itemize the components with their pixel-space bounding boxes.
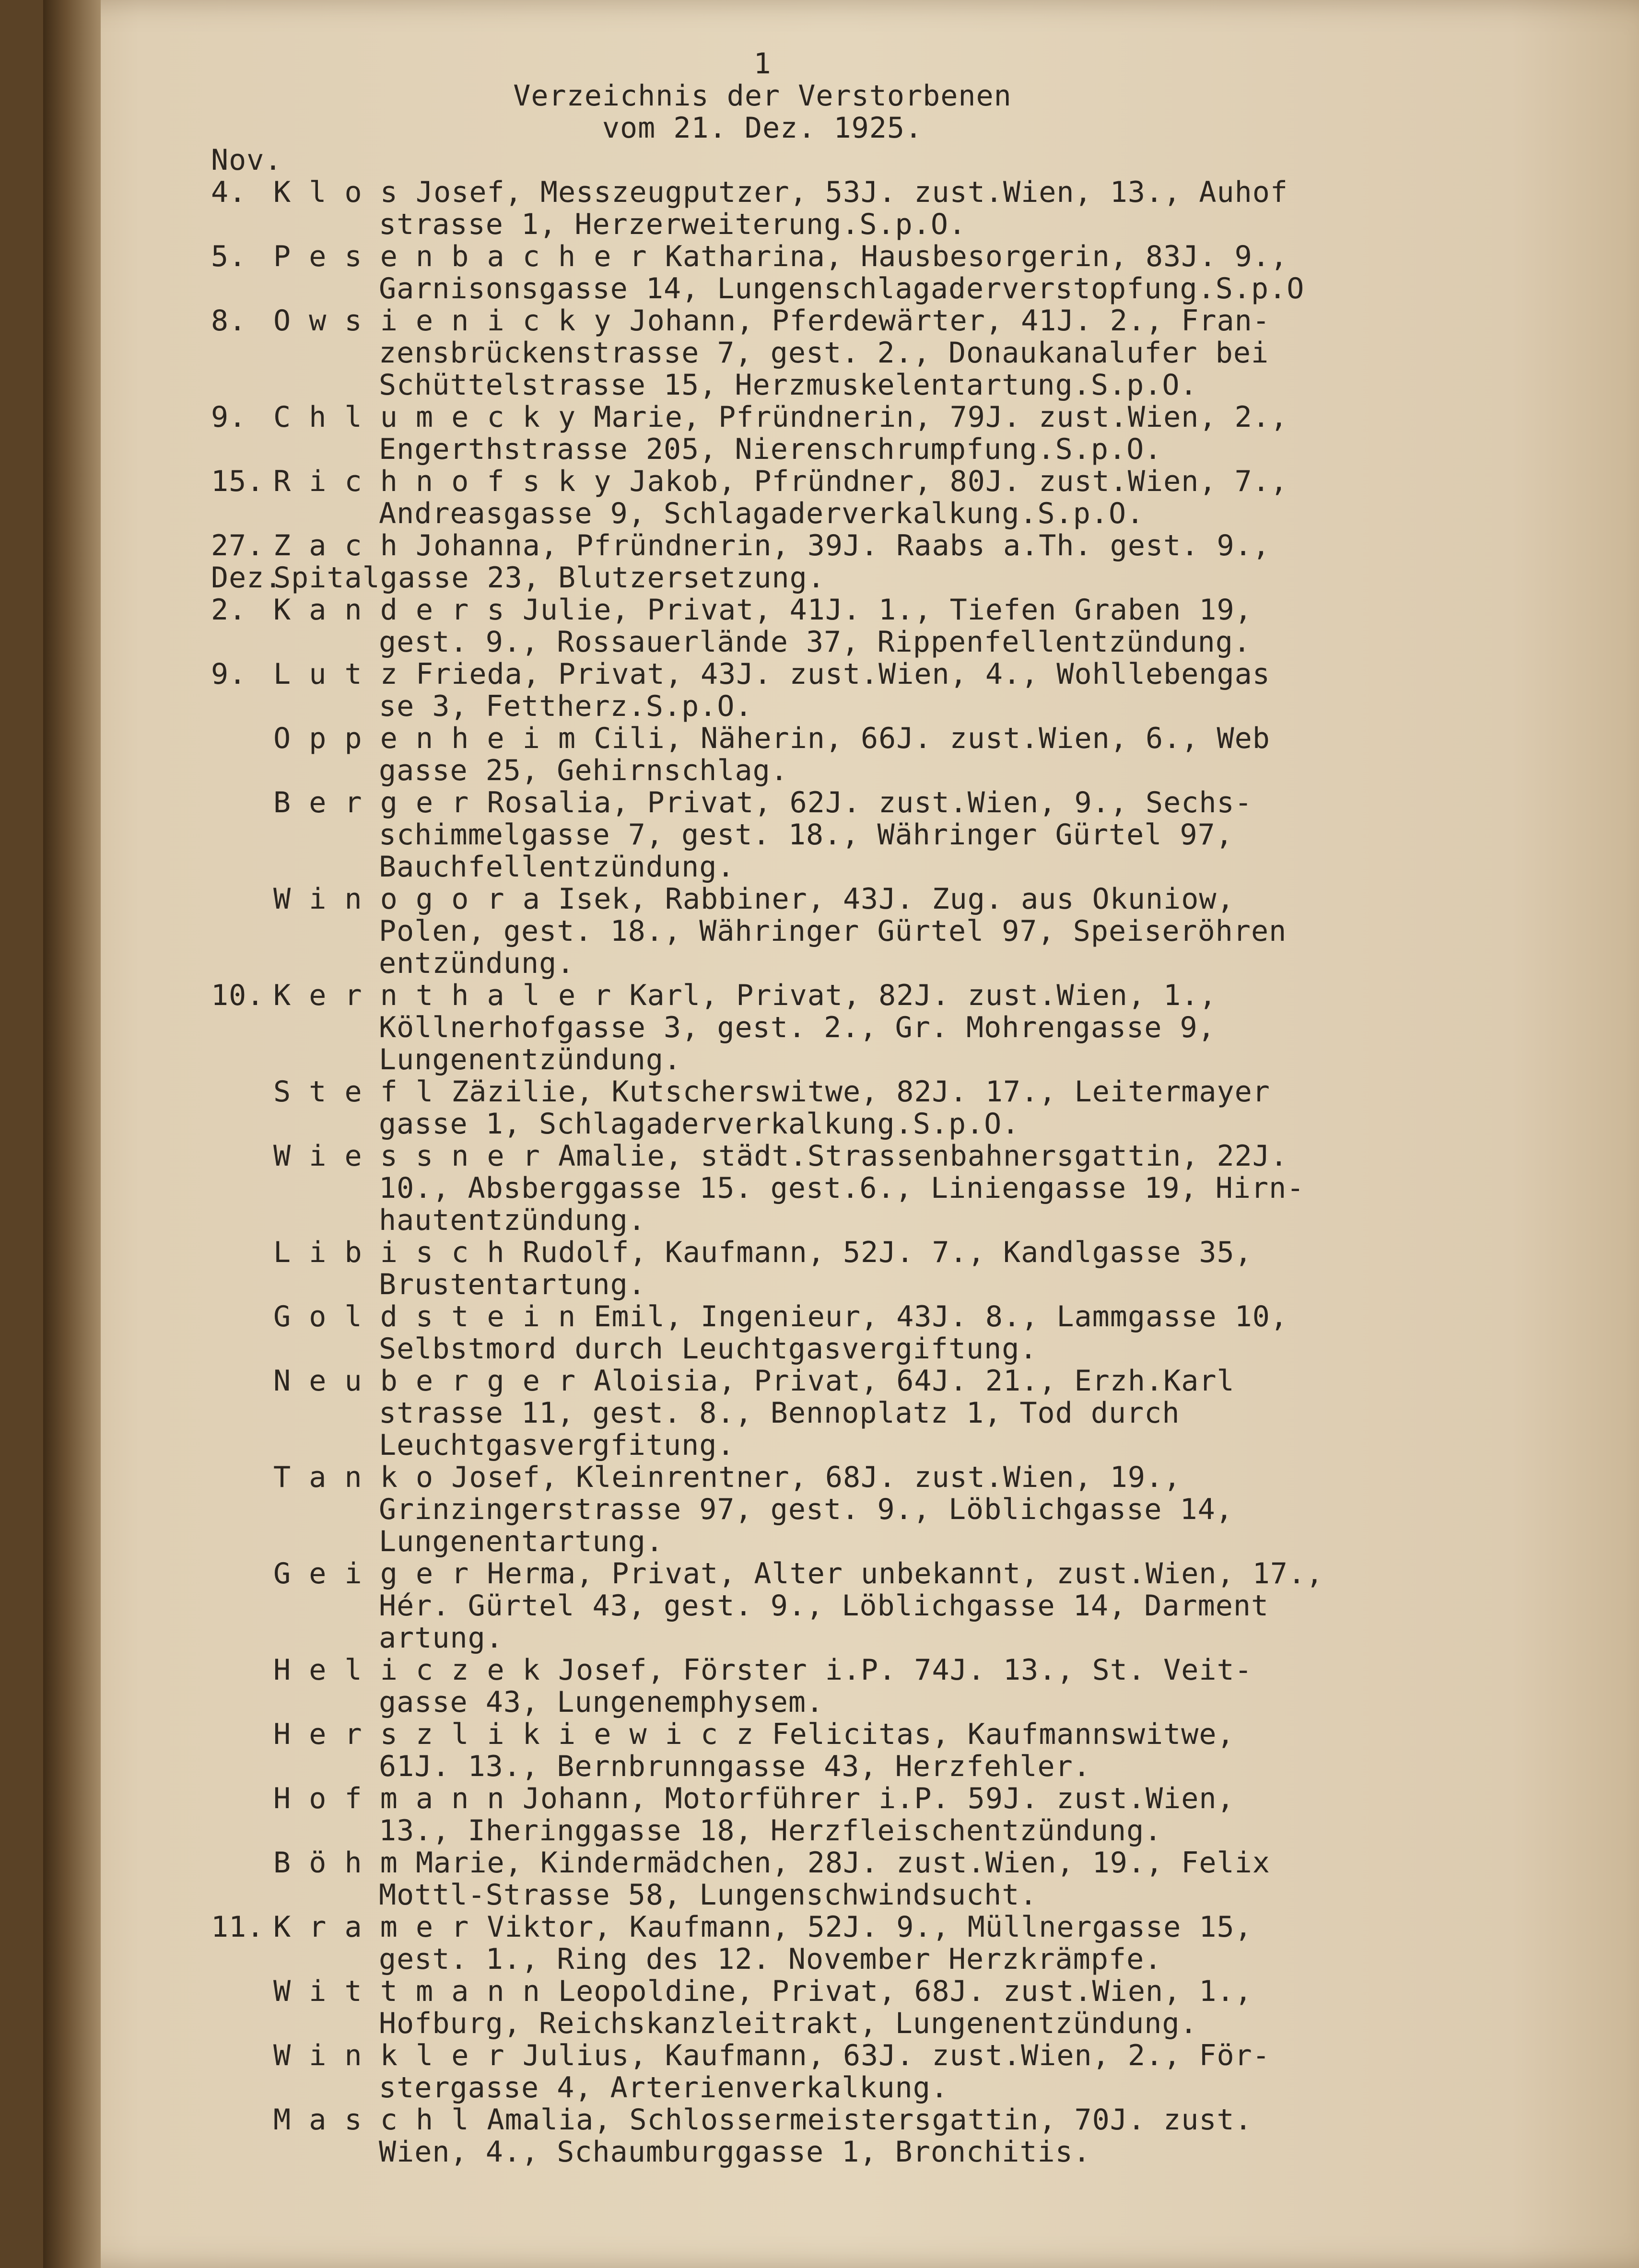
entry-continuation-line: strasse 11, gest. 8., Bennoplatz 1, Tod durch [379,1396,1180,1430]
entry-continuation-line: Hér. Gürtel 43, gest. 9., Löblichgasse 14, Darment [379,1589,1269,1623]
entry-row [211,1847,1458,1911]
entry-text [273,1365,1458,1461]
entry-row [211,401,1458,466]
entry-text [273,241,1458,305]
entry-text [273,1140,1458,1237]
entry-text [273,1719,1458,1783]
entry-continuation-line: zensbrückenstrasse 7, gest. 2., Donaukanalufer bei [379,336,1269,370]
entry-row [211,658,1458,723]
entry-row [211,1911,1458,1976]
entry-text [273,787,1458,883]
entry-first-line: T a n k o Josef, Kleinrentner, 68J. zust.Wien, 19., [273,1461,1182,1494]
entry-row [211,1783,1458,1847]
entry-continuation-line: gasse 43, Lungenemphysem. [379,1685,824,1719]
entry-text [273,1783,1458,1847]
entry-text [273,1847,1458,1911]
entry-first-line: K r a m e r Viktor, Kaufmann, 52J. 9., Müllnergasse 15, [273,1910,1253,1944]
entry-first-line: S t e f l Zäzilie, Kutscherswitwe, 82J. 17., Leitermayer [273,1075,1270,1109]
entry-row [211,1301,1458,1365]
entry-continuation-line: gasse 25, Gehirnschlag. [379,754,788,787]
entry-first-line: Spitalgasse 23, Blutzersetzung. [273,561,825,595]
entry-text [273,401,1458,466]
entry-continuation-line: se 3, Fettherz.S.p.O. [379,690,753,723]
entry-continuation-line: Köllnerhofgasse 3, gest. 2., Gr. Mohrengasse 9, [379,1011,1216,1044]
entry-row [211,305,1458,401]
entry-row [211,2104,1458,2168]
entry-continuation-line: Engerthstrasse 205, Nierenschrumpfung.S.p.O. [379,433,1162,466]
entry-row [211,1976,1458,2040]
entry-number: 10. [211,979,265,1012]
entry-first-line: W i n o g o r a Isek, Rabbiner, 43J. Zug. aus Okuniow, [273,882,1235,916]
entry-row [211,980,1458,1076]
entry-text [273,1558,1458,1654]
document-content [211,48,1458,2168]
entry-row [211,1461,1458,1558]
entry-row [211,1654,1458,1719]
entry-continuation-line: strasse 1, Herzerweiterung.S.p.O. [379,208,967,241]
entry-text [273,883,1458,980]
entry-number: 9. [211,657,247,691]
entry-first-line: H e l i c z e k Josef, Förster i.P. 74J. 13., St. Veit- [273,1653,1253,1687]
entry-row [211,1237,1458,1301]
entry-row [211,241,1458,305]
entry-continuation-line: Schüttelstrasse 15, Herzmuskelentartung.S.p.O. [379,368,1198,402]
entry-continuation-line: artung. [379,1621,503,1655]
entry-first-line: K l o s Josef, Messzeugputzer, 53J. zust.Wien, 13., Auhof [273,175,1288,209]
entry-first-line: L u t z Frieda, Privat, 43J. zust.Wien, 4., Wohllebengas [273,657,1270,691]
entry-first-line: M a s c h l Amalia, Schlossermeistersgattin, 70J. zust. [273,2103,1253,2137]
entry-first-line: G o l d s t e i n Emil, Ingenieur, 43J. 8., Lammgasse 10, [273,1300,1288,1333]
entry-text [273,2104,1458,2168]
entry-row [211,530,1458,562]
entry-first-line: W i t t m a n n Leopoldine, Privat, 68J. zust.Wien, 1., [273,1975,1253,2008]
entry-text [273,562,1458,594]
entry-continuation-line: 61J. 13., Bernbrunngasse 43, Herzfehler. [379,1750,1091,1783]
entry-continuation-line: schimmelgasse 7, gest. 18., Währinger Gürtel 97, [379,818,1233,852]
entry-row [211,562,1458,594]
entry-text [273,305,1458,401]
entry-continuation-line: 10., Absberggasse 15. gest.6., Liniengasse 19, Hirn- [379,1171,1305,1205]
entry-first-line: H o f m a n n Johann, Motorführer i.P. 59J. zust.Wien, [273,1782,1235,1815]
entry-text [273,466,1458,530]
entry-first-line: W i e s s n e r Amalie, städt.Strassenbahnersgattin, 22J. [273,1139,1288,1173]
entry-continuation-line: Bauchfellentzündung. [379,850,735,884]
entry-first-line: O w s i e n i c k y Johann, Pferdewärter, 41J. 2., Fran- [273,304,1270,338]
entry-text [273,530,1458,562]
entry-row [211,723,1458,787]
entry-continuation-line: Wien, 4., Schaumburggasse 1, Bronchitis. [379,2135,1091,2169]
entry-first-line: N e u b e r g e r Aloisia, Privat, 64J. 21., Erzh.Karl [273,1364,1235,1398]
entry-continuation-line: 13., Iheringgasse 18, Herzfleischentzündung. [379,1814,1162,1847]
entry-text [273,1301,1458,1365]
entry-row [211,466,1458,530]
entry-row [211,2040,1458,2104]
entry-row [211,1076,1458,1140]
page-number: 1 [753,47,772,81]
entry-continuation-line: stergasse 4, Arterienverkalkung. [379,2071,948,2104]
entry-first-line: P e s e n b a c h e r Katharina, Hausbesorgerin, 83J. 9., [273,240,1288,273]
entry-row [211,176,1458,241]
entry-number: 5. [211,240,247,273]
entry-number: Nov. [211,143,282,177]
entry-row [211,883,1458,980]
entry-row [211,144,1458,176]
entry-row [211,1365,1458,1461]
entry-text [273,980,1458,1076]
entry-continuation-line: Grinzingerstrasse 97, gest. 9., Löblichgasse 14, [379,1493,1233,1526]
entry-number: 2. [211,593,247,627]
entry-first-line: L i b i s c h Rudolf, Kaufmann, 52J. 7., Kandlgasse 35, [273,1236,1253,1269]
entry-first-line: R i c h n o f s k y Jakob, Pfründner, 80J. zust.Wien, 7., [273,465,1288,498]
date-line: vom 21. Dez. 1925. [602,111,923,145]
entry-number: Dez. [211,561,282,595]
entry-continuation-line: gest. 1., Ring des 12. November Herzkrämpfe. [379,1942,1162,1976]
entry-continuation-line: Lungenentartung. [379,1525,664,1558]
entry-continuation-line: hautentzündung. [379,1204,646,1237]
entry-continuation-line: Hofburg, Reichskanzleitrakt, Lungenentzündung. [379,2007,1198,2040]
entry-text [273,1461,1458,1558]
entry-continuation-line: gest. 9., Rossauerlände 37, Rippenfellentzündung. [379,625,1252,659]
entry-text [273,723,1458,787]
document-title: Verzeichnis der Verstorbenen [513,79,1012,113]
entry-number: 8. [211,304,247,338]
entry-text [273,1976,1458,2040]
entries-list [211,144,1458,2168]
entry-continuation-line: Garnisonsgasse 14, Lungenschlagaderverstopfung.S.p.O [379,272,1305,305]
entry-first-line: W i n k l e r Julius, Kaufmann, 63J. zust.Wien, 2., För- [273,2039,1270,2072]
entry-text [273,1911,1458,1976]
entry-first-line: G e i g e r Herma, Privat, Alter unbekannt, zust.Wien, 17., [273,1557,1324,1590]
binding-gutter [43,0,101,2268]
entry-text [273,1237,1458,1301]
entry-row [211,1140,1458,1237]
entry-number: 27. [211,529,265,562]
entry-continuation-line: Selbstmord durch Leuchtgasvergiftung. [379,1332,1038,1366]
entry-continuation-line: gasse 1, Schlagaderverkalkung.S.p.O. [379,1107,1020,1141]
entry-continuation-line: Andreasgasse 9, Schlagaderverkalkung.S.p.O. [379,497,1145,530]
entry-continuation-line: Polen, gest. 18., Währinger Gürtel 97, Speiseröhren [379,914,1287,948]
entry-first-line: O p p e n h e i m Cili, Näherin, 66J. zust.Wien, 6., Web [273,722,1270,755]
entry-number: 9. [211,400,247,434]
entry-text [273,2040,1458,2104]
entry-first-line: K a n d e r s Julie, Privat, 41J. 1., Tiefen Graben 19, [273,593,1253,627]
entry-row [211,1558,1458,1654]
entry-continuation-line: Leuchtgasvergfitung. [379,1428,735,1462]
entry-continuation-line: entzündung. [379,947,575,980]
entry-first-line: C h l u m e c k y Marie, Pfründnerin, 79J. zust.Wien, 2., [273,400,1288,434]
entry-first-line: K e r n t h a l e r Karl, Privat, 82J. zust.Wien, 1., [273,979,1217,1012]
entry-row [211,787,1458,883]
entry-number: 4. [211,175,247,209]
entry-number: 11. [211,1910,265,1944]
entry-continuation-line: Brustentartung. [379,1268,646,1301]
entry-continuation-line: Lungenentzündung. [379,1043,682,1076]
entry-text [273,176,1458,241]
entry-number: 15. [211,465,265,498]
entry-first-line: H e r s z l i k i e w i c z Felicitas, Kaufmannswitwe, [273,1718,1235,1751]
entry-text [273,594,1458,658]
document-header [211,48,1314,144]
entry-first-line: B e r g e r Rosalia, Privat, 62J. zust.Wien, 9., Sechs- [273,786,1253,819]
entry-row [211,1719,1458,1783]
entry-text [273,1654,1458,1719]
entry-first-line: B ö h m Marie, Kindermädchen, 28J. zust.Wien, 19., Felix [273,1846,1270,1880]
entry-row [211,594,1458,658]
entry-continuation-line: Mottl-Strasse 58, Lungenschwindsucht. [379,1878,1038,1912]
entry-text [273,1076,1458,1140]
entry-text [273,658,1458,723]
entry-first-line: Z a c h Johanna, Pfründnerin, 39J. Raabs a.Th. gest. 9., [273,529,1270,562]
